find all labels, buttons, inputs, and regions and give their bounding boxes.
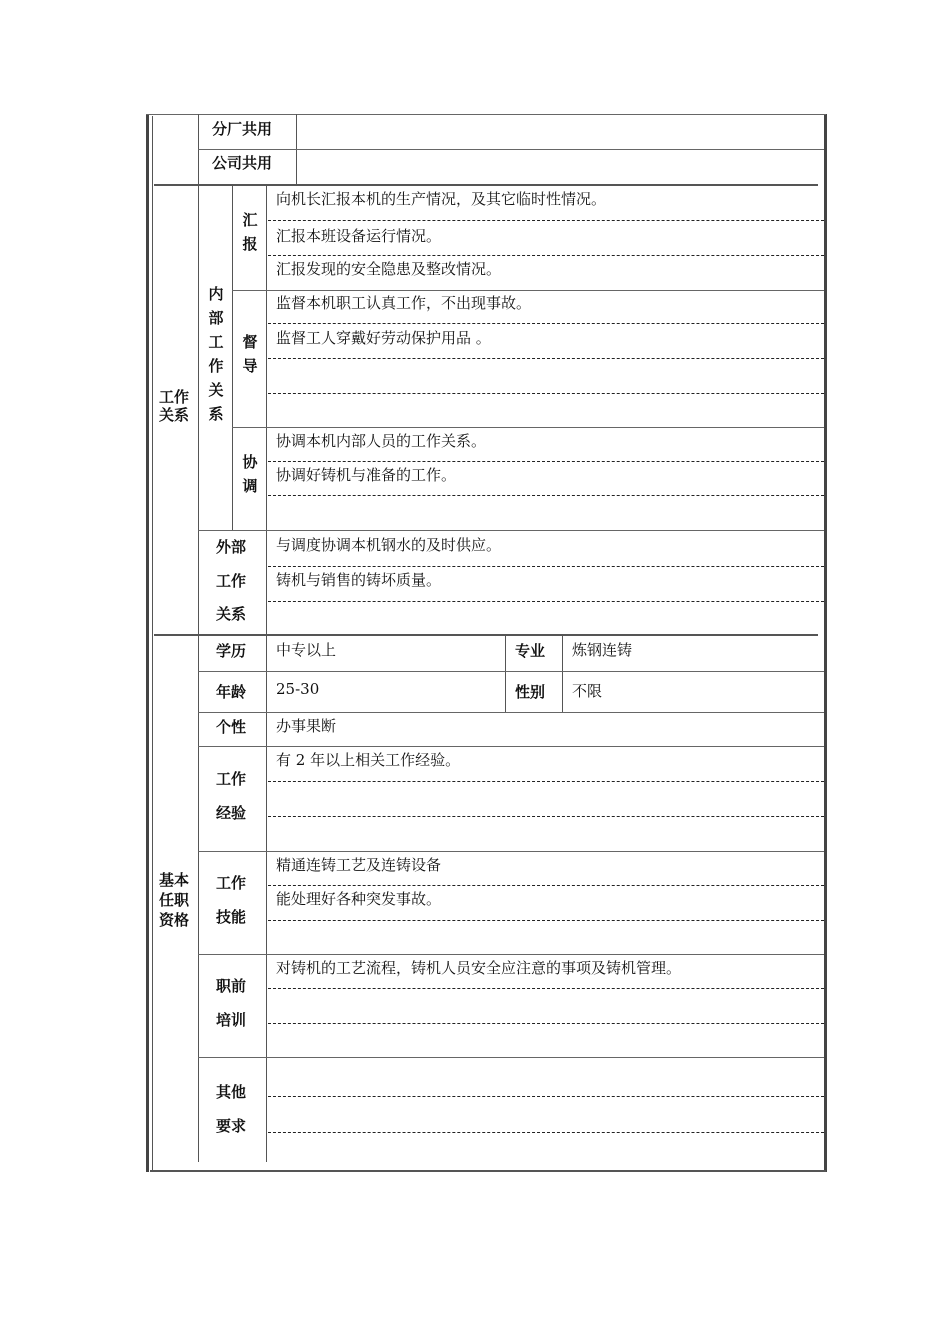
major-label: 专业 bbox=[515, 642, 546, 660]
dash-line bbox=[268, 358, 824, 359]
dash-line bbox=[268, 885, 824, 886]
branch-shared-label: 分厂共用 bbox=[212, 120, 273, 138]
major-value: 炼钢连铸 bbox=[572, 641, 633, 659]
col-line-d bbox=[505, 636, 506, 712]
internal-relations-label bbox=[200, 282, 232, 426]
supervise-label bbox=[234, 330, 266, 378]
education-value: 中专以上 bbox=[276, 641, 337, 659]
report-label bbox=[234, 208, 266, 256]
skills-item-1: 精通连铸工艺及连铸设备 bbox=[276, 856, 442, 874]
company-shared-label: 公司共用 bbox=[212, 154, 273, 172]
row-line bbox=[232, 290, 824, 291]
external-label-3: 关系 bbox=[216, 605, 247, 623]
col-line-a bbox=[198, 114, 199, 1162]
dash-line bbox=[268, 255, 824, 256]
training-label-1: 职前 bbox=[216, 977, 247, 995]
experience-label-2: 经验 bbox=[216, 804, 247, 822]
dash-line bbox=[268, 323, 824, 324]
external-item-1: 与调度协调本机钢水的及时供应。 bbox=[276, 536, 502, 554]
row-line bbox=[198, 530, 824, 531]
row-line bbox=[198, 671, 824, 672]
work-relations-label bbox=[154, 388, 194, 424]
dash-line bbox=[268, 393, 824, 394]
supervise-item-2: 监督工人穿戴好劳动保护用品 。 bbox=[276, 329, 491, 347]
row-line bbox=[232, 427, 824, 428]
row-line bbox=[198, 712, 824, 713]
coordinate-item-2: 协调好铸机与准备的工作。 bbox=[276, 466, 457, 484]
dash-line bbox=[268, 220, 824, 221]
section-divider-work bbox=[154, 184, 818, 186]
supervise-text: 督导 bbox=[242, 333, 258, 375]
skills-item-2: 能处理好各种突发事故。 bbox=[276, 890, 442, 908]
education-label: 学历 bbox=[216, 642, 247, 660]
coordinate-text: 协调 bbox=[242, 453, 258, 495]
row-line bbox=[198, 746, 824, 747]
dash-line bbox=[268, 1023, 824, 1024]
inner-left-line bbox=[152, 116, 153, 1170]
other-label-2: 要求 bbox=[216, 1117, 247, 1135]
table-right-border bbox=[824, 114, 827, 1172]
experience-label-1: 工作 bbox=[216, 770, 247, 788]
col-line-b bbox=[232, 186, 233, 530]
col-line-e bbox=[562, 636, 563, 712]
dash-line bbox=[268, 1132, 824, 1133]
dash-line bbox=[268, 988, 824, 989]
dash-line bbox=[268, 781, 824, 782]
row-line bbox=[198, 1057, 824, 1058]
dash-line bbox=[268, 601, 824, 602]
qualifications-text: 基本任职资格 bbox=[158, 871, 189, 929]
age-label: 年龄 bbox=[216, 683, 247, 701]
qualifications-label bbox=[154, 870, 194, 930]
dash-line bbox=[268, 495, 824, 496]
section-divider-qual bbox=[154, 634, 818, 636]
internal-relations-text: 内部工作关系 bbox=[208, 285, 224, 423]
experience-item-1: 有 2 年以上相关工作经验。 bbox=[276, 751, 461, 769]
col-line-c bbox=[266, 186, 267, 1162]
dash-line bbox=[268, 566, 824, 567]
external-label-1: 外部 bbox=[216, 538, 247, 556]
external-label-2: 工作 bbox=[216, 572, 247, 590]
table-bottom-border bbox=[150, 1170, 826, 1172]
report-item-2: 汇报本班设备运行情况。 bbox=[276, 227, 442, 245]
skills-label-2: 技能 bbox=[216, 908, 247, 926]
gender-label: 性别 bbox=[515, 683, 546, 701]
external-item-2: 铸机与销售的铸坏质量。 bbox=[276, 571, 442, 589]
report-item-1: 向机长汇报本机的生产情况，及其它临时性情况。 bbox=[276, 190, 607, 208]
row-line bbox=[198, 954, 824, 955]
training-label-2: 培训 bbox=[216, 1011, 247, 1029]
supervise-item-1: 监督本机职工认真工作，不出现事故。 bbox=[276, 294, 532, 312]
dash-line bbox=[268, 816, 824, 817]
skills-label-1: 工作 bbox=[216, 874, 247, 892]
row-line bbox=[198, 851, 824, 852]
work-relations-text: 工作关系 bbox=[158, 388, 189, 424]
training-item-1: 对铸机的工艺流程，铸机人员安全应注意的事项及铸机管理。 bbox=[276, 959, 682, 977]
coordinate-label bbox=[234, 450, 266, 498]
other-label-1: 其他 bbox=[216, 1083, 247, 1101]
table-top-border bbox=[146, 114, 826, 115]
dash-line bbox=[268, 920, 824, 921]
coordinate-item-1: 协调本机内部人员的工作关系。 bbox=[276, 432, 487, 450]
dash-line bbox=[268, 1096, 824, 1097]
gender-value: 不限 bbox=[572, 682, 603, 700]
report-item-3: 汇报发现的安全隐患及整改情况。 bbox=[276, 260, 502, 278]
row-line-1 bbox=[198, 149, 824, 150]
personality-label: 个性 bbox=[216, 718, 247, 736]
age-value: 25-30 bbox=[276, 680, 320, 698]
table-left-border bbox=[146, 114, 149, 1172]
report-text: 汇报 bbox=[242, 211, 258, 253]
personality-value: 办事果断 bbox=[276, 717, 337, 735]
dash-line bbox=[268, 461, 824, 462]
